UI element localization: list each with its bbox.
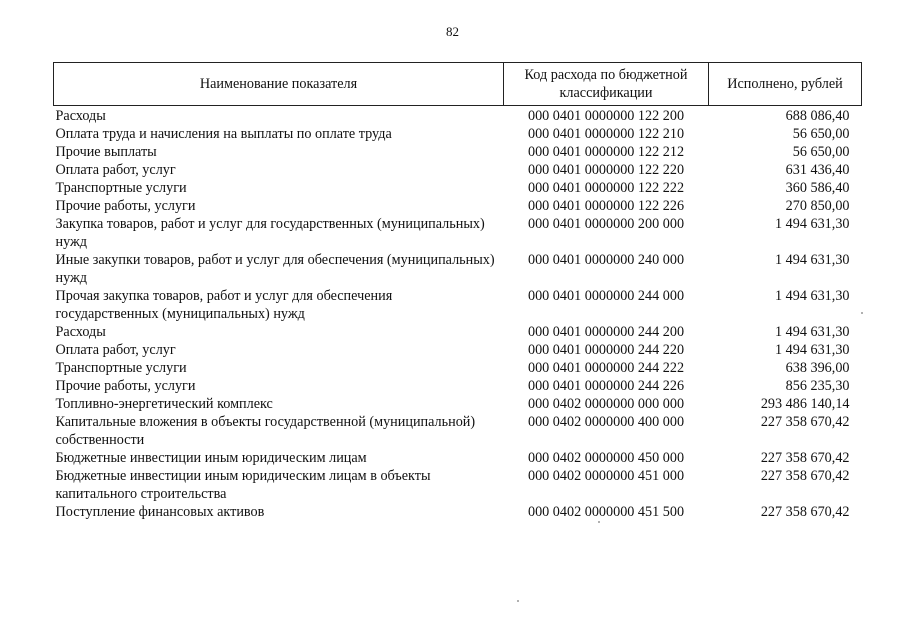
row-budget-code: 000 0401 0000000 244 000 — [527, 288, 685, 304]
row-budget-code: 000 0401 0000000 244 226 — [527, 378, 685, 394]
row-executed-amount: 1 494 631,30 — [775, 324, 850, 340]
row-budget-code: 000 0401 0000000 122 226 — [527, 198, 685, 214]
row-executed-amount: 1 494 631,30 — [775, 216, 850, 232]
row-budget-code: 000 0402 0000000 451 500 — [527, 504, 685, 520]
header-indicator-name: Наименование показателя — [54, 63, 504, 106]
row-executed-amount: 638 396,00 — [785, 360, 850, 376]
row-executed-amount: 1 494 631,30 — [775, 342, 850, 358]
row-executed-amount: 688 086,40 — [785, 108, 850, 124]
header-row — [54, 63, 862, 106]
scan-speck — [861, 312, 863, 314]
row-budget-code: 000 0401 0000000 200 000 — [527, 216, 685, 232]
table-row — [54, 179, 862, 197]
table-row — [54, 251, 862, 287]
table-row — [54, 467, 862, 503]
table-row — [54, 395, 862, 413]
scan-speck — [517, 600, 519, 602]
row-executed-amount: 56 650,00 — [792, 144, 850, 160]
table-row — [54, 143, 862, 161]
table-row — [54, 197, 862, 215]
row-budget-code: 000 0402 0000000 451 000 — [527, 468, 685, 484]
row-indicator-name: Капитальные вложения в объекты государственной (муниципальной) собственности — [55, 414, 476, 448]
table-header — [54, 63, 862, 106]
table-row — [54, 503, 862, 521]
row-indicator-name: Бюджетные инвестиции иным юридическим лицам — [55, 450, 367, 466]
row-indicator-name: Расходы — [55, 324, 106, 340]
row-executed-amount: 856 235,30 — [785, 378, 850, 394]
row-indicator-name: Топливно-энергетический комплекс — [55, 396, 273, 412]
table-row — [54, 341, 862, 359]
row-executed-amount: 1 494 631,30 — [775, 252, 850, 268]
table-row — [54, 125, 862, 143]
table-row — [54, 215, 862, 251]
header-executed-amount: Исполнено, рублей — [709, 63, 862, 106]
row-budget-code: 000 0401 0000000 122 210 — [527, 126, 685, 142]
row-executed-amount: 293 486 140,14 — [760, 396, 850, 412]
row-budget-code: 000 0401 0000000 244 220 — [527, 342, 685, 358]
table-row — [54, 413, 862, 449]
row-executed-amount: 631 436,40 — [785, 162, 850, 178]
row-indicator-name: Прочие работы, услуги — [55, 198, 196, 214]
row-executed-amount: 360 586,40 — [785, 180, 850, 196]
row-budget-code: 000 0401 0000000 122 220 — [527, 162, 685, 178]
row-budget-code: 000 0402 0000000 400 000 — [527, 414, 685, 430]
table-row — [54, 161, 862, 179]
budget-execution-table — [53, 62, 862, 521]
row-executed-amount: 227 358 670,42 — [760, 468, 850, 484]
row-indicator-name: Иные закупки товаров, работ и услуг для обеспечения (муниципальных) нужд — [55, 252, 495, 286]
table-row — [54, 377, 862, 395]
row-indicator-name: Прочие выплаты — [55, 144, 157, 160]
row-budget-code: 000 0401 0000000 122 222 — [527, 180, 685, 196]
table-row — [54, 359, 862, 377]
row-indicator-name: Транспортные услуги — [55, 360, 187, 376]
table-row — [54, 323, 862, 341]
row-executed-amount: 1 494 631,30 — [775, 288, 850, 304]
row-budget-code: 000 0402 0000000 000 000 — [527, 396, 685, 412]
row-indicator-name: Закупка товаров, работ и услуг для государственных (муниципальных) нужд — [55, 216, 485, 250]
row-indicator-name: Оплата труда и начисления на выплаты по оплате труда — [55, 126, 392, 142]
row-executed-amount: 227 358 670,42 — [760, 414, 850, 430]
row-executed-amount: 270 850,00 — [785, 198, 850, 214]
row-indicator-name: Поступление финансовых активов — [55, 504, 265, 520]
row-executed-amount: 227 358 670,42 — [760, 504, 850, 520]
page-number: 82 — [446, 24, 459, 39]
table-row — [54, 449, 862, 467]
row-executed-amount: 56 650,00 — [792, 126, 850, 142]
row-indicator-name: Прочая закупка товаров, работ и услуг для обеспечения государственных (муниципальных) нужд — [55, 288, 393, 322]
row-budget-code: 000 0401 0000000 240 000 — [527, 252, 685, 268]
row-budget-code: 000 0401 0000000 244 200 — [527, 324, 685, 340]
row-indicator-name: Бюджетные инвестиции иным юридическим лицам в объекты капитального строительства — [55, 468, 431, 502]
row-budget-code: 000 0402 0000000 450 000 — [527, 450, 685, 466]
row-budget-code: 000 0401 0000000 122 200 — [527, 108, 685, 124]
table-row — [54, 106, 862, 126]
row-indicator-name: Оплата работ, услуг — [55, 342, 176, 358]
scan-speck — [598, 521, 600, 523]
row-budget-code: 000 0401 0000000 244 222 — [527, 360, 685, 376]
row-executed-amount: 227 358 670,42 — [760, 450, 850, 466]
table-row — [54, 287, 862, 323]
table-body — [54, 106, 862, 522]
row-indicator-name: Прочие работы, услуги — [55, 378, 196, 394]
row-indicator-name: Оплата работ, услуг — [55, 162, 176, 178]
header-budget-code: Код расхода по бюджетной классификации — [504, 63, 709, 106]
row-indicator-name: Расходы — [55, 108, 106, 124]
row-budget-code: 000 0401 0000000 122 212 — [527, 144, 685, 160]
row-indicator-name: Транспортные услуги — [55, 180, 187, 196]
